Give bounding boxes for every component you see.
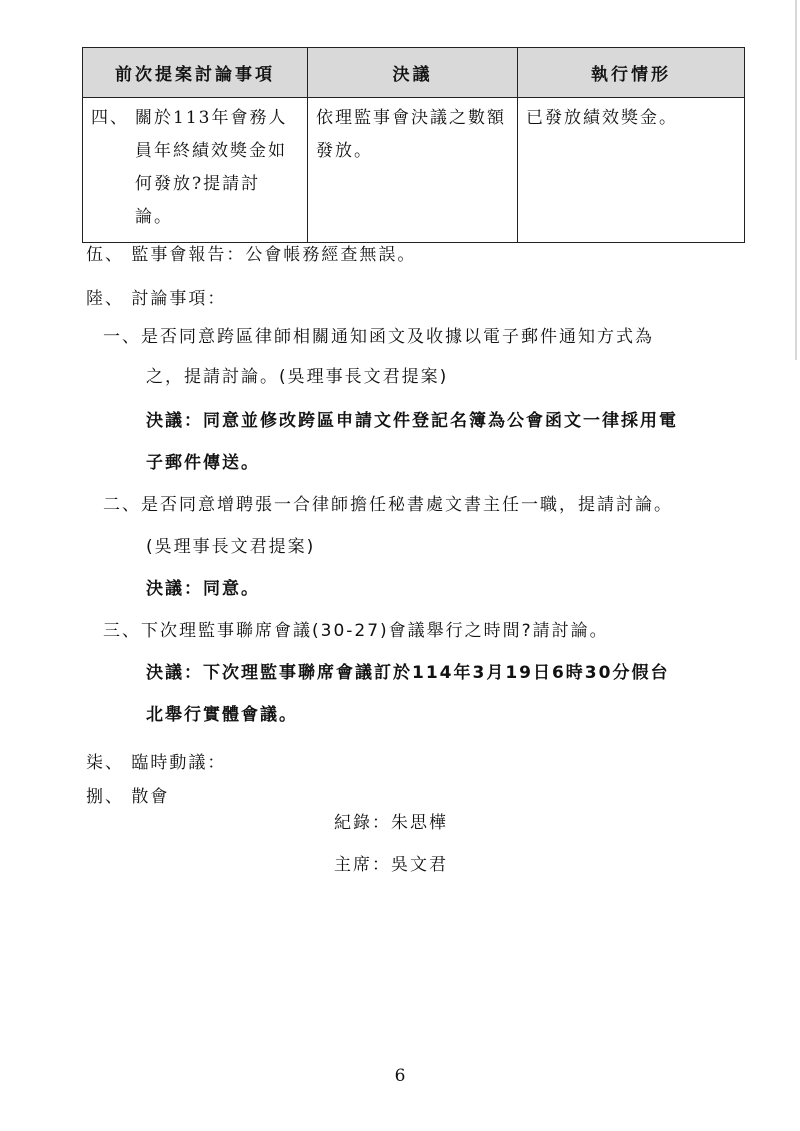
section-8 [86, 782, 169, 807]
item-3-number: 三、 [103, 621, 141, 641]
item-3-resolution-line-1: 決議：下次理監事聯席會議訂於114年3月19日6時30分假台 [146, 663, 670, 683]
section-5-number: 伍、 [86, 245, 124, 265]
chair-signature: 主席：吳文君 [334, 855, 448, 875]
item-1-number: 一、 [103, 327, 141, 347]
cell-topic [83, 98, 308, 243]
recorder-signature: 紀錄：朱思樺 [334, 813, 448, 833]
row-topic: 關於113年會務人員年終績效獎金如何發放?提請討論。 [135, 108, 288, 227]
section-8-text: 散會 [131, 787, 170, 807]
previous-proposals-table [82, 47, 745, 243]
section-7 [86, 748, 226, 773]
header-resolution: 決議 [308, 48, 518, 98]
section-7-number: 柒、 [86, 753, 124, 773]
cell-resolution: 依理監事會決議之數額發放。 [308, 98, 518, 243]
item-1-line-1 [103, 322, 654, 347]
item-2-number: 二、 [103, 495, 141, 515]
item-2-resolution: 決議：同意。 [146, 579, 260, 599]
header-previous-proposal: 前次提案討論事項 [83, 48, 308, 98]
table-row [83, 98, 745, 243]
item-2-line-2: (吳理事長文君提案) [146, 537, 316, 557]
cell-status: 已發放績效獎金。 [518, 98, 745, 243]
item-3-text: 下次理監事聯席會議(30-27)會議舉行之時間?請討論。 [141, 621, 609, 641]
page-edge-shadow [795, 0, 797, 360]
item-3-resolution-line-2: 北舉行實體會議。 [146, 705, 298, 725]
section-5-text: 監事會報告：公會帳務經查無誤。 [131, 245, 417, 265]
item-1-resolution-line-1: 決議：同意並修改跨區申請文件登記名簿為公會函文一律採用電 [146, 411, 678, 431]
page-number: 6 [394, 1066, 406, 1086]
item-1-text: 是否同意跨區律師相關通知函文及收據以電子郵件通知方式為 [141, 327, 654, 347]
section-8-number: 捌、 [86, 787, 124, 807]
section-6-heading [86, 284, 226, 309]
row-number: 四、 [91, 108, 129, 128]
item-1-resolution-line-2: 子郵件傳送。 [146, 453, 260, 473]
header-execution-status: 執行情形 [518, 48, 745, 98]
item-2-line-1 [103, 490, 673, 515]
section-6-number: 陸、 [86, 289, 124, 309]
item-3-line-1 [103, 616, 609, 641]
item-1-line-2: 之，提請討論。(吳理事長文君提案) [146, 367, 449, 387]
section-6-title: 討論事項： [131, 289, 227, 309]
item-2-text: 是否同意增聘張一合律師擔任秘書處文書主任一職，提請討論。 [141, 495, 673, 515]
section-5 [86, 240, 416, 265]
section-7-text: 臨時動議： [131, 753, 227, 773]
table-header-row [83, 48, 745, 98]
